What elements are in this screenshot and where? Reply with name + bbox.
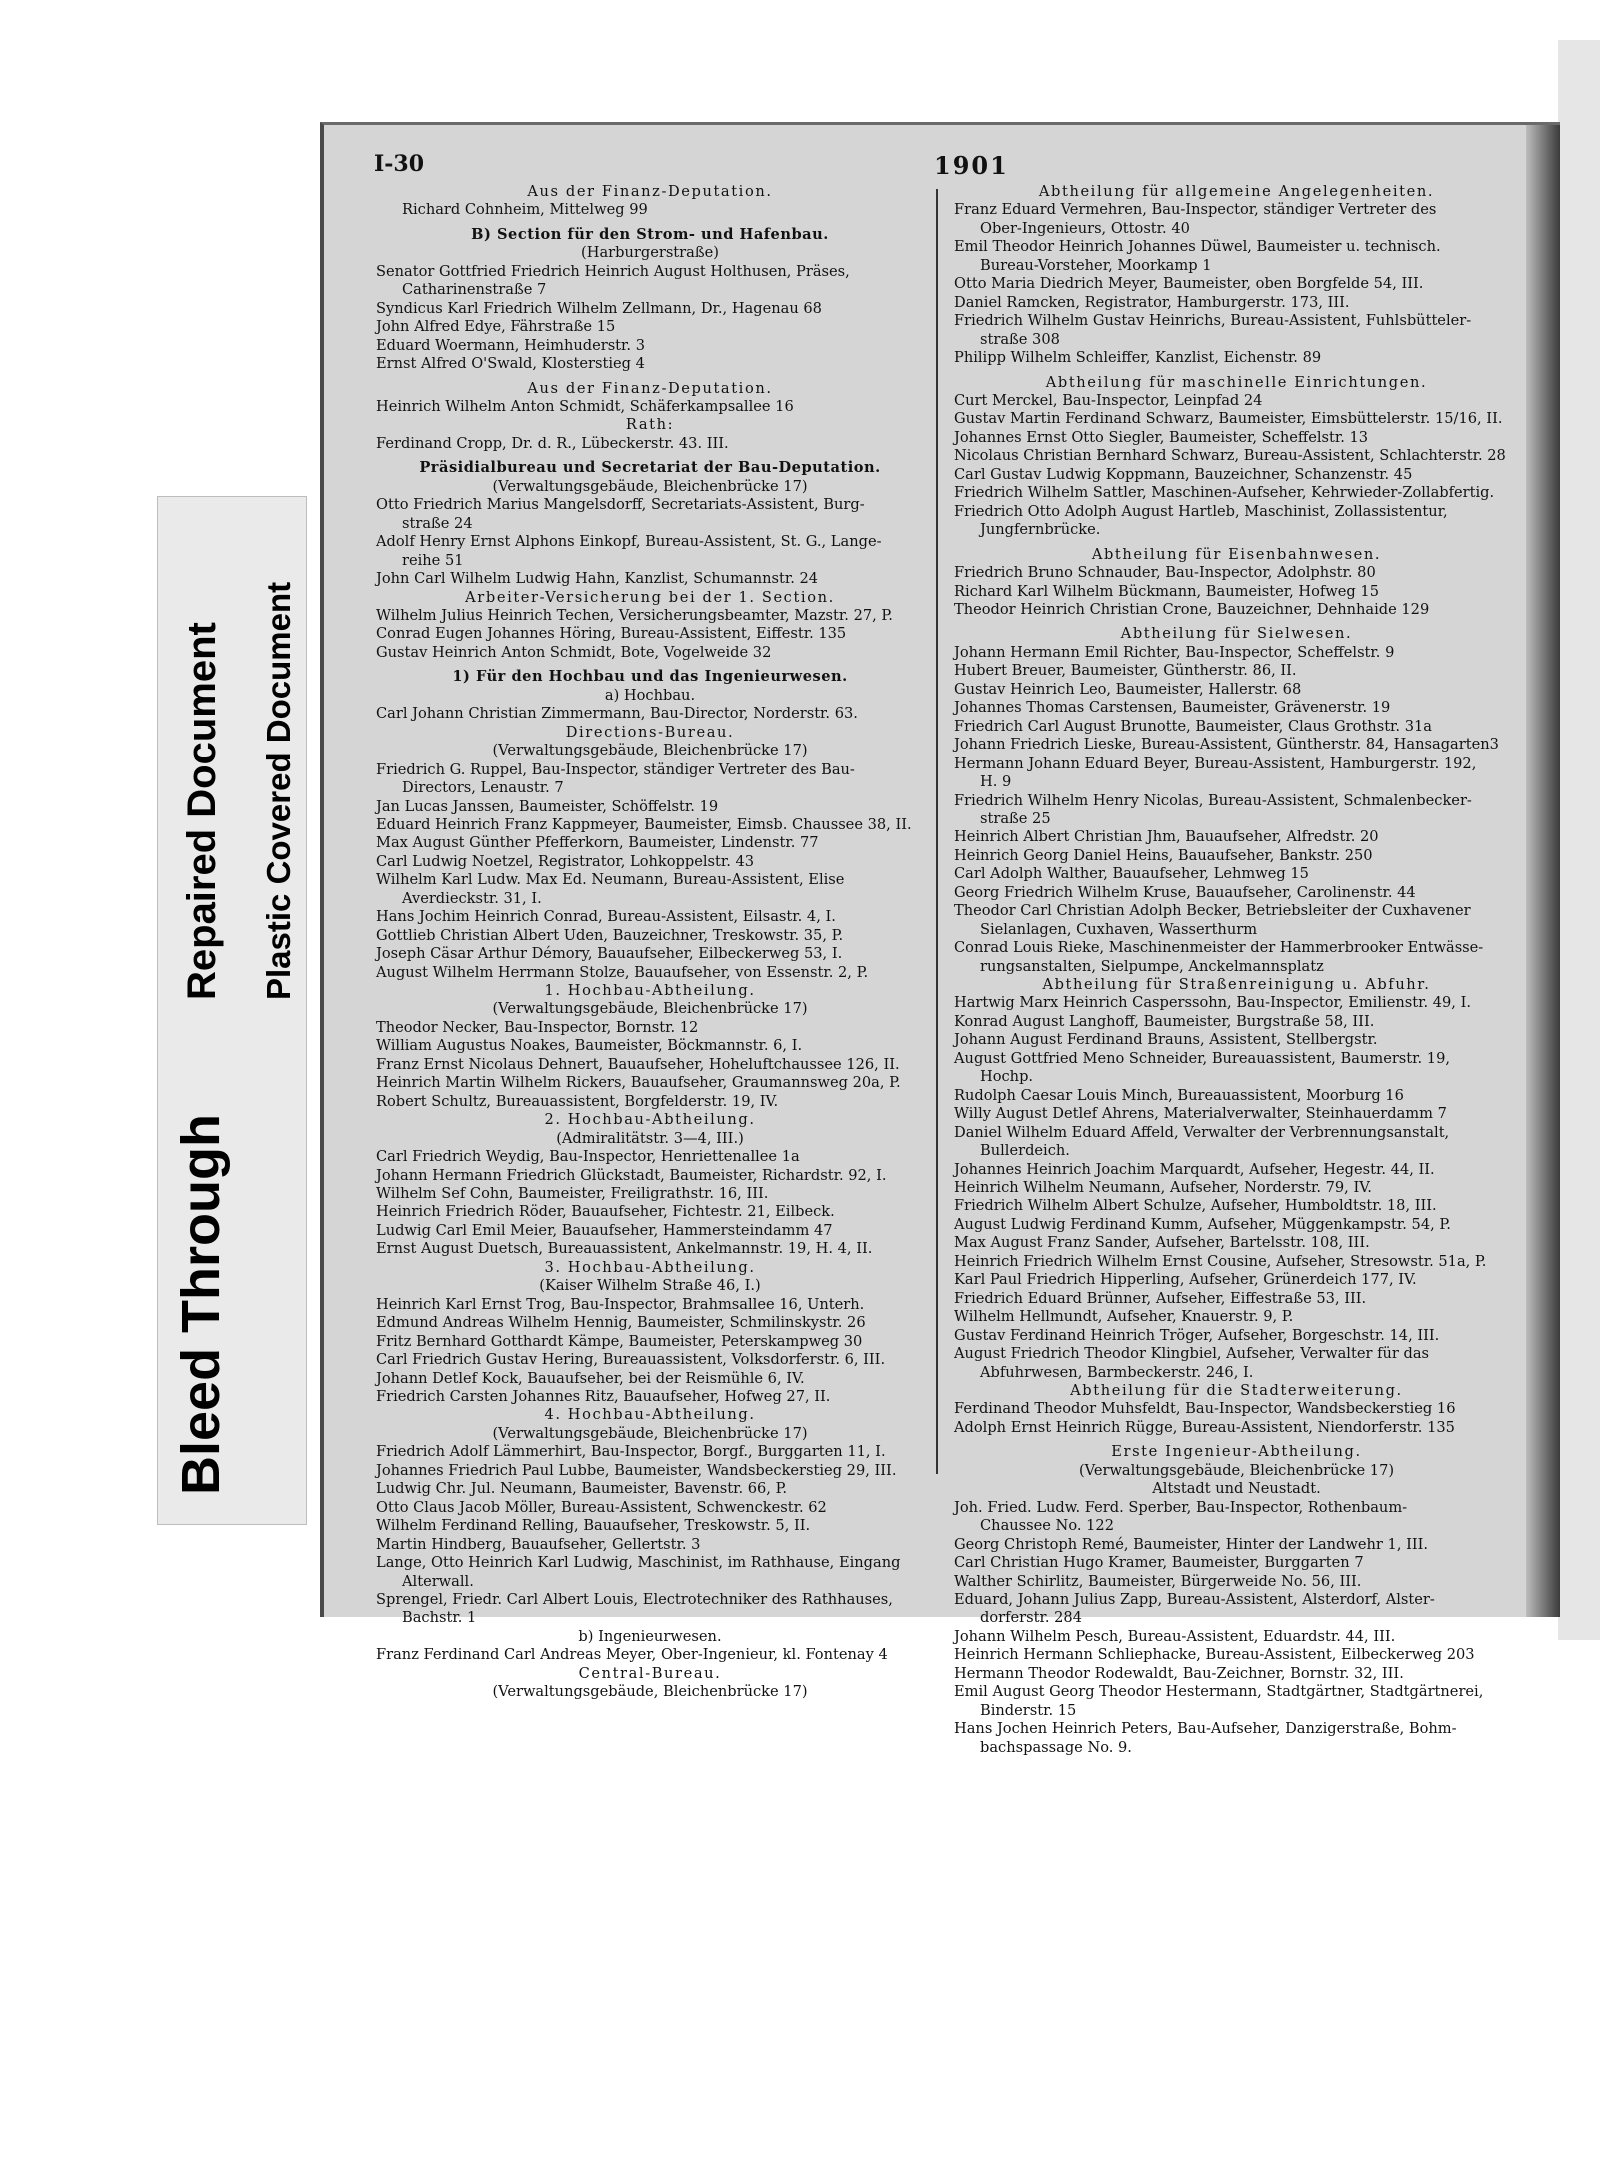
section-heading: (Verwaltungsgebäude, Bleichenbrücke 17) bbox=[492, 1424, 808, 1442]
section-heading: Aus der Finanz-Deputation. bbox=[527, 183, 773, 200]
directory-entry: Wilhelm Sef Cohn, Baumeister, Freiligrathstr. 16, III. bbox=[376, 1185, 769, 1203]
directory-entry: Georg Friedrich Wilhelm Kruse, Bauaufseher, Carolinenstr. 44 bbox=[954, 883, 1416, 901]
directory-entry: John Alfred Edye, Fährstraße 15 bbox=[376, 318, 616, 336]
directory-entry: Johannes Heinrich Joachim Marquardt, Aufseher, Hegestr. 44, II. bbox=[954, 1160, 1435, 1178]
directory-entry: bachspassage No. 9. bbox=[980, 1738, 1132, 1756]
section-heading: Directions-Bureau. bbox=[565, 723, 735, 741]
directory-entry: Friedrich Otto Adolph August Hartleb, Maschinist, Zollassistentur, bbox=[954, 502, 1448, 520]
section-heading: (Harburgerstraße) bbox=[581, 244, 719, 262]
directory-entry: Johann August Ferdinand Brauns, Assistent, Stellbergstr. bbox=[954, 1031, 1378, 1049]
directory-entry: Franz Ernst Nicolaus Dehnert, Bauaufseher, Hoheluftchaussee 126, II. bbox=[376, 1055, 900, 1073]
left-column bbox=[376, 183, 924, 1702]
directory-entry: Ernst Alfred O'Swald, Klosterstieg 4 bbox=[376, 355, 645, 373]
directory-entry: Heinrich Karl Ernst Trog, Bau-Inspector, Brahmsallee 16, Unterh. bbox=[376, 1295, 865, 1313]
directory-entry: Gottlieb Christian Albert Uden, Bauzeichner, Treskowstr. 35, P. bbox=[376, 926, 844, 944]
directory-entry: Daniel Ramcken, Registrator, Hamburgerstr. 173, III. bbox=[954, 293, 1350, 311]
section-heading: a) Hochbau. bbox=[604, 686, 696, 704]
directory-entry: Franz Ferdinand Carl Andreas Meyer, Ober-Ingenieur, kl. Fontenay 4 bbox=[376, 1646, 888, 1664]
directory-entry: Emil Theodor Heinrich Johannes Düwel, Baumeister u. technisch. bbox=[954, 238, 1441, 256]
directory-entry: Daniel Wilhelm Eduard Affeld, Verwalter der Verbrennungsanstalt, bbox=[954, 1123, 1450, 1141]
directory-entry: Richard Karl Wilhelm Bückmann, Baumeister, Hofweg 15 bbox=[954, 582, 1379, 600]
directory-entry: Martin Hindberg, Bauaufseher, Gellertstr. 3 bbox=[376, 1535, 701, 1553]
section-heading: (Verwaltungsgebäude, Bleichenbrücke 17) bbox=[492, 1683, 808, 1701]
directory-entry: Max August Franz Sander, Aufseher, Bartelsstr. 108, III. bbox=[954, 1234, 1370, 1252]
directory-entry: William Augustus Noakes, Baumeister, Böckmannstr. 6, I. bbox=[376, 1037, 803, 1055]
section-heading: (Verwaltungsgebäude, Bleichenbrücke 17) bbox=[492, 1000, 808, 1018]
directory-entry: Ludwig Carl Emil Meier, Bauaufseher, Hammersteindamm 47 bbox=[376, 1221, 833, 1239]
section-heading: 2. Hochbau-Abtheilung. bbox=[544, 1111, 756, 1129]
directory-entry: Ober-Ingenieurs, Ottostr. 40 bbox=[980, 219, 1190, 237]
stamp-bleed-through: Bleed Through bbox=[171, 1114, 231, 1495]
directory-entry: Syndicus Karl Friedrich Wilhelm Zellmann, Dr., Hagenau 68 bbox=[376, 299, 822, 317]
directory-entry: Adolf Henry Ernst Alphons Einkopf, Bureau-Assistent, St. G., Lange- bbox=[376, 533, 882, 551]
directory-entry: Friedrich Adolf Lämmerhirt, Bau-Inspector, Borgf., Burggarten 11, I. bbox=[376, 1443, 886, 1461]
directory-entry: Robert Schultz, Bureauassistent, Borgfelderstr. 19, IV. bbox=[376, 1092, 779, 1110]
directory-entry: Rudolph Caesar Louis Minch, Bureauassistent, Moorburg 16 bbox=[954, 1086, 1404, 1104]
scanner-edge bbox=[1558, 40, 1600, 1640]
directory-entry: Hermann Johann Eduard Beyer, Bureau-Assistent, Hamburgerstr. 192, bbox=[954, 754, 1477, 772]
right-column bbox=[954, 183, 1519, 1757]
section-heading: Abtheilung für Sielwesen. bbox=[1120, 625, 1353, 643]
directory-entry: Heinrich Wilhelm Neumann, Aufseher, Norderstr. 79, IV. bbox=[954, 1179, 1372, 1197]
directory-entry: Konrad August Langhoff, Baumeister, Burgstraße 58, III. bbox=[954, 1012, 1375, 1030]
directory-entry: Carl Ludwig Noetzel, Registrator, Lohkoppelstr. 43 bbox=[376, 852, 755, 870]
directory-entry: Fritz Bernhard Gotthardt Kämpe, Baumeister, Peterskampweg 30 bbox=[376, 1332, 863, 1350]
directory-entry: Johann Hermann Friedrich Glückstadt, Baumeister, Richardstr. 92, I. bbox=[376, 1166, 887, 1184]
directory-entry: August Gottfried Meno Schneider, Bureauassistent, Baumerstr. 19, bbox=[954, 1049, 1451, 1067]
page-gutter-shadow bbox=[1526, 125, 1560, 1617]
section-heading: (Verwaltungsgebäude, Bleichenbrücke 17) bbox=[1078, 1461, 1395, 1479]
directory-entry: Eduard Heinrich Franz Kappmeyer, Baumeister, Eimsb. Chaussee 38, II. bbox=[376, 815, 912, 833]
directory-entry: Carl Johann Christian Zimmermann, Bau-Director, Norderstr. 63. bbox=[376, 705, 858, 723]
directory-entry: Gustav Heinrich Leo, Baumeister, Hallerstr. 68 bbox=[954, 680, 1302, 698]
document-page bbox=[320, 122, 1560, 1756]
directory-entry: Theodor Necker, Bau-Inspector, Bornstr. 12 bbox=[376, 1018, 699, 1036]
directory-entry: Richard Cohnheim, Mittelweg 99 bbox=[402, 201, 648, 219]
directory-entry: Johannes Thomas Carstensen, Baumeister, Grävenerstr. 19 bbox=[954, 699, 1391, 717]
column-divider bbox=[936, 189, 938, 1474]
directory-entry: Conrad Eugen Johannes Höring, Bureau-Assistent, Eiffestr. 135 bbox=[376, 625, 847, 643]
directory-entry: Carl Friedrich Weydig, Bau-Inspector, Henriettenallee 1a bbox=[376, 1148, 800, 1166]
directory-entry: Gustav Heinrich Anton Schmidt, Bote, Vogelweide 32 bbox=[376, 643, 772, 661]
section-heading: Abtheilung für die Stadterweiterung. bbox=[1070, 1382, 1403, 1399]
section-heading: b) Ingenieurwesen. bbox=[578, 1627, 722, 1645]
directory-entry: Franz Eduard Vermehren, Bau-Inspector, ständiger Vertreter des bbox=[954, 201, 1437, 219]
directory-entry: Friedrich Wilhelm Albert Schulze, Aufseher, Humboldtstr. 18, III. bbox=[954, 1197, 1437, 1215]
directory-entry: Hochp. bbox=[980, 1068, 1034, 1086]
directory-entry: Adolph Ernst Heinrich Rügge, Bureau-Assistent, Niendorferstr. 135 bbox=[954, 1418, 1455, 1436]
directory-entry: Gustav Ferdinand Heinrich Tröger, Aufseher, Borgeschstr. 14, III. bbox=[954, 1326, 1440, 1344]
section-heading: (Verwaltungsgebäude, Bleichenbrücke 17) bbox=[492, 742, 808, 760]
directory-entry: Wilhelm Karl Ludw. Max Ed. Neumann, Bureau-Assistent, Elise bbox=[376, 871, 845, 889]
directory-entry: Heinrich Georg Daniel Heins, Bauaufseher, Bankstr. 250 bbox=[954, 846, 1373, 864]
directory-entry: Senator Gottfried Friedrich Heinrich August Holthusen, Präses, bbox=[376, 262, 850, 280]
directory-entry: Abfuhrwesen, Barmbeckerstr. 246, I. bbox=[980, 1363, 1254, 1381]
directory-entry: Carl Gustav Ludwig Koppmann, Bauzeichner, Schanzenstr. 45 bbox=[954, 465, 1413, 483]
section-heading: 3. Hochbau-Abtheilung. bbox=[544, 1258, 756, 1276]
directory-entry: Sielanlagen, Cuxhaven, Wasserthurm bbox=[980, 920, 1258, 938]
directory-entry: Friedrich Bruno Schnauder, Bau-Inspector, Adolphstr. 80 bbox=[954, 564, 1376, 582]
directory-entry: Philipp Wilhelm Schleiffer, Kanzlist, Eichenstr. 89 bbox=[954, 349, 1322, 367]
directory-entry: Conrad Louis Rieke, Maschinenmeister der Hammerbrooker Entwässe- bbox=[954, 939, 1484, 957]
directory-entry: Averdieckstr. 31, I. bbox=[402, 889, 542, 907]
directory-entry: Ludwig Chr. Jul. Neumann, Baumeister, Bavenstr. 66, P. bbox=[376, 1480, 788, 1498]
directory-entry: Jan Lucas Janssen, Baumeister, Schöffelstr. 19 bbox=[376, 797, 719, 815]
section-heading: Abtheilung für Straßenreinigung u. Abfuhr. bbox=[1042, 976, 1431, 994]
directory-entry: Otto Claus Jacob Möller, Bureau-Assistent, Schwenckestr. 62 bbox=[376, 1498, 827, 1516]
section-heading: Central-Bureau. bbox=[578, 1664, 722, 1682]
directory-entry: Theodor Carl Christian Adolph Becker, Betriebsleiter der Cuxhavener bbox=[954, 902, 1471, 920]
directory-entry: reihe 51 bbox=[402, 551, 464, 569]
section-heading: Abtheilung für maschinelle Einrichtungen. bbox=[1045, 373, 1428, 391]
directory-entry: Heinrich Wilhelm Anton Schmidt, Schäferkampsallee 16 bbox=[376, 397, 794, 415]
section-heading: Rath: bbox=[625, 416, 675, 434]
directory-entry: Sprengel, Friedr. Carl Albert Louis, Electrotechniker des Rathhauses, bbox=[376, 1590, 893, 1608]
section-heading: 4. Hochbau-Abtheilung. bbox=[544, 1406, 756, 1424]
directory-entry: Gustav Martin Ferdinand Schwarz, Baumeister, Eimsbüttelerstr. 15/16, II. bbox=[954, 410, 1503, 428]
directory-entry: Johann Detlef Kock, Bauaufseher, bei der Reismühle 6, IV. bbox=[376, 1369, 805, 1387]
directory-entry: Bachstr. 1 bbox=[402, 1609, 477, 1627]
directory-entry: Emil August Georg Theodor Hestermann, Stadtgärtner, Stadtgärtnerei, bbox=[954, 1683, 1484, 1701]
directory-entry: Heinrich Albert Christian Jhm, Bauaufseher, Alfredstr. 20 bbox=[954, 828, 1379, 846]
directory-entry: Max August Günther Pfefferkorn, Baumeister, Lindenstr. 77 bbox=[376, 834, 819, 852]
section-heading: Altstadt und Neustadt. bbox=[1152, 1480, 1321, 1498]
directory-entry: Johann Wilhelm Pesch, Bureau-Assistent, Eduardstr. 44, III. bbox=[954, 1627, 1396, 1645]
directory-entry: Ernst August Duetsch, Bureauassistent, Ankelmannstr. 19, H. 4, II. bbox=[376, 1240, 873, 1258]
directory-entry: Friedrich Carsten Johannes Ritz, Bauaufseher, Hofweg 27, II. bbox=[376, 1388, 831, 1405]
section-heading: (Kaiser Wilhelm Straße 46, I.) bbox=[539, 1277, 761, 1295]
directory-entry: Heinrich Martin Wilhelm Rickers, Bauaufseher, Graumannsweg 20a, P. bbox=[376, 1074, 901, 1092]
directory-entry: Ferdinand Theodor Muhsfeldt, Bau-Inspector, Wandsbeckerstieg 16 bbox=[954, 1400, 1456, 1418]
page-number: I-30 bbox=[374, 151, 425, 177]
directory-entry: August Ludwig Ferdinand Kumm, Aufseher, Müggenkampstr. 54, P. bbox=[954, 1215, 1451, 1233]
directory-entry: Theodor Heinrich Christian Crone, Bauzeichner, Dehnhaide 129 bbox=[954, 600, 1430, 618]
section-heading: Arbeiter-Versicherung bei der 1. Section. bbox=[465, 588, 835, 606]
directory-entry: Heinrich Friedrich Wilhelm Ernst Cousine, Aufseher, Stresowstr. 51a, P. bbox=[954, 1252, 1487, 1270]
section-heading: Abtheilung für allgemeine Angelegenheiten. bbox=[1038, 183, 1435, 200]
directory-entry: Heinrich Friedrich Röder, Bauaufseher, Fichtestr. 21, Eilbeck. bbox=[376, 1203, 835, 1221]
directory-entry: Chaussee No. 122 bbox=[980, 1517, 1114, 1535]
directory-entry: John Carl Wilhelm Ludwig Hahn, Kanzlist, Schumannstr. 24 bbox=[376, 570, 819, 588]
directory-entry: Wilhelm Ferdinand Relling, Bauaufseher, Treskowstr. 5, II. bbox=[376, 1517, 811, 1535]
directory-entry: Friedrich Wilhelm Gustav Heinrichs, Bureau-Assistent, Fuhlsbütteler- bbox=[954, 312, 1472, 330]
section-heading: Erste Ingenieur-Abtheilung. bbox=[1111, 1443, 1362, 1461]
directory-entry: Otto Friedrich Marius Mangelsdorff, Secretariats-Assistent, Burg- bbox=[376, 496, 865, 514]
directory-entry: H. 9 bbox=[980, 773, 1012, 791]
directory-entry: Friedrich Wilhelm Sattler, Maschinen-Aufseher, Kehrwieder-Zollabfertig. bbox=[954, 484, 1495, 502]
directory-entry: Eduard, Johann Julius Zapp, Bureau-Assistent, Alsterdorf, Alster- bbox=[954, 1590, 1435, 1608]
directory-entry: dorferstr. 284 bbox=[980, 1609, 1082, 1627]
directory-entry: Carl Friedrich Gustav Hering, Bureauassistent, Volksdorferstr. 6, III. bbox=[376, 1351, 886, 1369]
directory-entry: Hubert Breuer, Baumeister, Güntherstr. 86, II. bbox=[954, 662, 1297, 680]
section-heading: (Verwaltungsgebäude, Bleichenbrücke 17) bbox=[492, 477, 808, 495]
directory-entry: Bullerdeich. bbox=[980, 1142, 1070, 1160]
section-heading: 1) Für den Hochbau und das Ingenieurwesen. bbox=[452, 668, 848, 686]
directory-entry: Johann Hermann Emil Richter, Bau-Inspector, Scheffelstr. 9 bbox=[954, 643, 1395, 661]
directory-entry: Carl Adolph Walther, Bauaufseher, Lehmweg 15 bbox=[954, 865, 1309, 883]
stamp-repaired-document: Repaired Document bbox=[180, 622, 224, 1000]
directory-entry: straße 25 bbox=[980, 809, 1051, 827]
directory-entry: Lange, Otto Heinrich Karl Ludwig, Maschinist, im Rathhause, Eingang bbox=[376, 1554, 901, 1572]
section-heading: Aus der Finanz-Deputation. bbox=[527, 379, 773, 397]
section-heading: Abtheilung für Eisenbahnwesen. bbox=[1091, 545, 1382, 563]
directory-entry: August Wilhelm Herrmann Stolze, Bauaufseher, von Essenstr. 2, P. bbox=[376, 963, 869, 981]
page-year: 1901 bbox=[934, 151, 1009, 180]
directory-entry: Carl Christian Hugo Kramer, Baumeister, Burggarten 7 bbox=[954, 1554, 1364, 1572]
directory-entry: Johannes Friedrich Paul Lubbe, Baumeister, Wandsbeckerstieg 29, III. bbox=[376, 1461, 897, 1479]
directory-entry: Willy August Detlef Ahrens, Materialverwalter, Steinhauerdamm 7 bbox=[954, 1105, 1447, 1123]
section-heading: Präsidialbureau und Secretariat der Bau-Deputation. bbox=[419, 459, 881, 477]
directory-entry: Georg Christoph Remé, Baumeister, Hinter der Landwehr 1, III. bbox=[954, 1535, 1429, 1553]
directory-entry: Nicolaus Christian Bernhard Schwarz, Bureau-Assistent, Schlachterstr. 28 bbox=[954, 447, 1506, 465]
directory-entry: Wilhelm Julius Heinrich Techen, Versicherungsbeamter, Mazstr. 27, P. bbox=[376, 606, 893, 624]
directory-entry: Bureau-Vorsteher, Moorkamp 1 bbox=[980, 256, 1212, 274]
directory-entry: Friedrich G. Ruppel, Bau-Inspector, ständiger Vertreter des Bau- bbox=[376, 760, 855, 778]
directory-entry: Jungfernbrücke. bbox=[980, 521, 1101, 539]
section-heading: (Admiralitätstr. 3—4, III.) bbox=[556, 1129, 744, 1147]
directory-entry: straße 308 bbox=[980, 330, 1060, 348]
directory-entry: Ferdinand Cropp, Dr. d. R., Lübeckerstr. 43. III. bbox=[376, 434, 729, 452]
stamp-plastic-covered-document: Plastic Covered Document bbox=[260, 581, 297, 1000]
directory-entry: Directors, Lenaustr. 7 bbox=[402, 779, 564, 797]
directory-entry: rungsanstalten, Sielpumpe, Anckelmannsplatz bbox=[980, 957, 1324, 975]
directory-entry: Hermann Theodor Rodewaldt, Bau-Zeichner, Bornstr. 32, III. bbox=[954, 1664, 1404, 1682]
directory-entry: Hans Jochim Heinrich Conrad, Bureau-Assistent, Eilsastr. 4, I. bbox=[376, 908, 836, 926]
directory-entry: Curt Merckel, Bau-Inspector, Leinpfad 24 bbox=[954, 391, 1263, 409]
section-heading: B) Section für den Strom- und Hafenbau. bbox=[471, 225, 829, 243]
section-heading: 1. Hochbau-Abtheilung. bbox=[544, 982, 756, 1000]
directory-entry: August Friedrich Theodor Klingbiel, Aufseher, Verwalter für das bbox=[954, 1345, 1430, 1363]
directory-entry: Friedrich Eduard Brünner, Aufseher, Eiffestraße 53, III. bbox=[954, 1289, 1367, 1307]
directory-entry: Otto Maria Diedrich Meyer, Baumeister, oben Borgfelde 54, III. bbox=[954, 275, 1424, 293]
directory-entry: Johannes Ernst Otto Siegler, Baumeister, Scheffelstr. 13 bbox=[954, 428, 1369, 446]
directory-entry: Joh. Fried. Ludw. Ferd. Sperber, Bau-Inspector, Rothenbaum- bbox=[954, 1498, 1408, 1516]
directory-entry: Walther Schirlitz, Baumeister, Bürgerweide No. 56, III. bbox=[954, 1572, 1362, 1590]
directory-entry: Hartwig Marx Heinrich Casperssohn, Bau-Inspector, Emilienstr. 49, I. bbox=[954, 994, 1471, 1012]
directory-entry: Alterwall. bbox=[402, 1572, 474, 1590]
directory-entry: Eduard Woermann, Heimhuderstr. 3 bbox=[376, 336, 645, 354]
directory-entry: Friedrich Wilhelm Henry Nicolas, Bureau-Assistent, Schmalenbecker- bbox=[954, 791, 1472, 809]
directory-entry: Joseph Cäsar Arthur Démory, Bauaufseher, Eilbeckerweg 53, I. bbox=[376, 945, 843, 963]
directory-entry: Johann Friedrich Lieske, Bureau-Assistent, Güntherstr. 84, Hansagarten3 bbox=[954, 736, 1499, 754]
directory-entry: straße 24 bbox=[402, 514, 473, 532]
directory-entry: Friedrich Carl August Brunotte, Baumeister, Claus Grothstr. 31a bbox=[954, 717, 1432, 735]
directory-entry: Heinrich Hermann Schliephacke, Bureau-Assistent, Eilbeckerweg 203 bbox=[954, 1646, 1475, 1664]
directory-entry: Edmund Andreas Wilhelm Hennig, Baumeister, Schmilinskystr. 26 bbox=[376, 1314, 866, 1332]
directory-entry: Binderstr. 15 bbox=[980, 1701, 1077, 1719]
directory-entry: Wilhelm Hellmundt, Aufseher, Knauerstr. 9, P. bbox=[954, 1308, 1294, 1326]
directory-entry: Hans Jochen Heinrich Peters, Bau-Aufseher, Danzigerstraße, Bohm- bbox=[954, 1720, 1457, 1738]
directory-entry: Karl Paul Friedrich Hipperling, Aufseher, Grünerdeich 177, IV. bbox=[954, 1271, 1417, 1289]
directory-entry: Catharinenstraße 7 bbox=[402, 281, 547, 299]
